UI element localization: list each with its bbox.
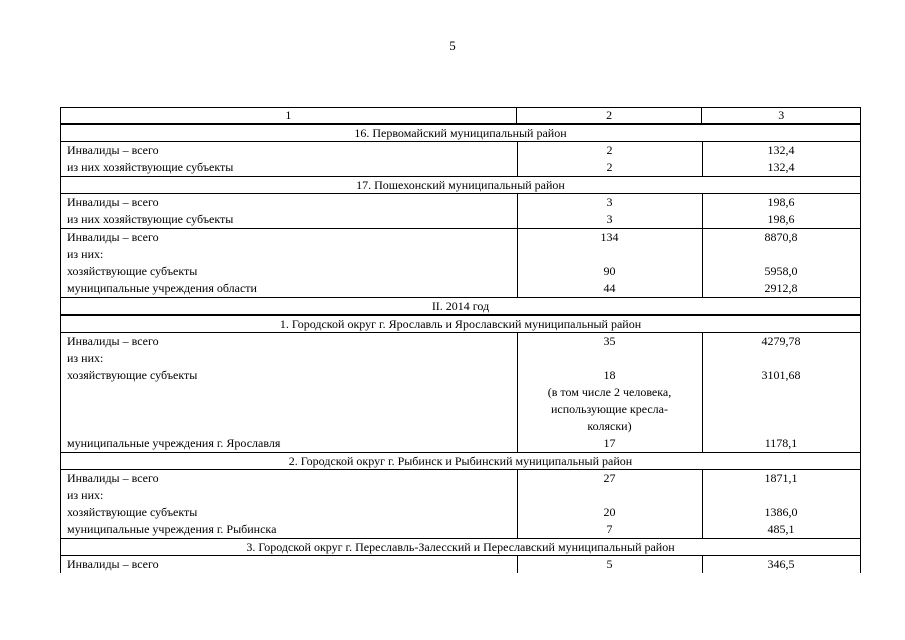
table-row xyxy=(61,350,860,367)
table-row xyxy=(61,333,860,350)
section-title: II. 2014 год xyxy=(60,297,861,315)
table-body xyxy=(60,124,861,573)
table-row xyxy=(61,470,860,487)
data-table xyxy=(60,107,861,573)
row-count: 35 xyxy=(603,334,616,348)
row-count: 5 xyxy=(606,557,613,571)
table-row xyxy=(61,556,860,573)
row-count: коляски) xyxy=(587,419,632,433)
row-amount xyxy=(702,350,860,367)
row-count: 44 xyxy=(603,281,616,295)
table-row xyxy=(61,142,860,159)
row-count: 20 xyxy=(603,505,616,519)
row-amount xyxy=(702,418,860,435)
section-rows xyxy=(60,470,861,538)
row-amount: 5958,0 xyxy=(764,264,798,278)
row-label: из них хозяйствующие субъекты xyxy=(67,160,234,174)
table-row xyxy=(61,246,860,263)
row-count: использующие кресла- xyxy=(550,402,668,416)
header-col-2: 2 xyxy=(516,108,702,123)
table-row xyxy=(61,401,860,418)
row-count: 17 xyxy=(603,436,616,450)
table-row xyxy=(61,521,860,538)
section-title: 17. Пошехонский муниципальный район xyxy=(60,176,861,194)
row-amount: 1386,0 xyxy=(764,505,798,519)
table-row xyxy=(61,418,860,435)
row-count xyxy=(517,246,702,263)
column-divider xyxy=(517,470,518,538)
row-label: из них: xyxy=(67,351,104,365)
section-rows xyxy=(60,142,861,176)
table-row xyxy=(61,280,860,297)
table-row xyxy=(61,367,860,384)
table-row xyxy=(61,263,860,280)
column-divider xyxy=(517,333,518,452)
row-amount: 2912,8 xyxy=(764,281,798,295)
row-amount: 1178,1 xyxy=(764,436,798,450)
row-amount: 485,1 xyxy=(767,522,795,536)
row-label: Инвалиды – всего xyxy=(67,471,159,485)
row-count: 90 xyxy=(603,264,616,278)
table-header xyxy=(60,107,861,124)
row-amount: 132,4 xyxy=(767,143,795,157)
row-label: Инвалиды – всего xyxy=(67,195,159,209)
row-label: муниципальные учреждения г. Ярославля xyxy=(67,436,281,450)
section-rows xyxy=(60,556,861,573)
row-amount xyxy=(702,401,860,418)
column-divider xyxy=(517,142,518,176)
header-col-3: 3 xyxy=(701,108,860,123)
row-label: муниципальные учреждения области xyxy=(67,281,257,295)
column-divider xyxy=(702,333,703,452)
section-title: 2. Городской округ г. Рыбинск и Рыбинский муниципальный район xyxy=(60,452,861,470)
column-divider xyxy=(702,194,703,228)
row-amount: 346,5 xyxy=(767,557,795,571)
section-rows xyxy=(60,333,861,452)
row-count: 3 xyxy=(606,195,613,209)
table-row xyxy=(61,487,860,504)
row-amount: 198,6 xyxy=(767,212,795,226)
row-label: Инвалиды – всего xyxy=(67,230,159,244)
row-amount xyxy=(702,246,860,263)
row-label: хозяйствующие субъекты xyxy=(67,368,198,382)
row-label: из них хозяйствующие субъекты xyxy=(67,212,234,226)
column-divider xyxy=(517,194,518,228)
table-row xyxy=(61,211,860,228)
table-row xyxy=(61,159,860,176)
column-divider xyxy=(517,229,518,297)
column-divider xyxy=(702,229,703,297)
row-count: 2 xyxy=(606,143,613,157)
column-divider xyxy=(702,470,703,538)
row-label xyxy=(61,401,517,418)
table-row xyxy=(61,384,860,401)
row-amount: 198,6 xyxy=(767,195,795,209)
row-label: муниципальные учреждения г. Рыбинска xyxy=(67,522,277,536)
section-rows xyxy=(60,228,861,297)
table-row xyxy=(61,194,860,211)
row-amount xyxy=(702,384,860,401)
row-count: 7 xyxy=(606,522,613,536)
section-rows xyxy=(60,194,861,228)
table-row xyxy=(61,229,860,246)
row-label: Инвалиды – всего xyxy=(67,557,159,571)
row-amount: 8870,8 xyxy=(764,230,798,244)
row-count: 18 xyxy=(603,368,616,382)
table-row xyxy=(61,504,860,521)
row-count xyxy=(517,350,702,367)
column-divider xyxy=(702,556,703,573)
row-count: (в том числе 2 человека, xyxy=(547,385,672,399)
row-count: 27 xyxy=(603,471,616,485)
row-label xyxy=(61,384,517,401)
section-title: 3. Городской округ г. Переславль-Залесский и Переславский муниципальный район xyxy=(60,538,861,556)
row-label xyxy=(61,418,517,435)
row-label: из них: xyxy=(67,488,104,502)
row-label: Инвалиды – всего xyxy=(67,143,159,157)
row-label: хозяйствующие субъекты xyxy=(67,264,198,278)
row-count: 2 xyxy=(606,160,613,174)
column-divider xyxy=(702,142,703,176)
table-row xyxy=(61,435,860,452)
row-amount: 132,4 xyxy=(767,160,795,174)
row-count: 134 xyxy=(600,230,619,244)
section-title: 1. Городской округ г. Ярославль и Ярославский муниципальный район xyxy=(60,315,861,333)
row-label: Инвалиды – всего xyxy=(67,334,159,348)
row-amount: 3101,68 xyxy=(761,368,801,382)
row-label: из них: xyxy=(67,247,104,261)
row-amount xyxy=(702,487,860,504)
row-amount: 1871,1 xyxy=(764,471,798,485)
column-divider xyxy=(517,556,518,573)
row-label: хозяйствующие субъекты xyxy=(67,505,198,519)
row-count: 3 xyxy=(606,212,613,226)
page-number: 5 xyxy=(449,38,456,53)
header-col-1: 1 xyxy=(285,108,292,122)
row-count xyxy=(517,487,702,504)
section-title: 16. Первомайский муниципальный район xyxy=(60,124,861,142)
row-amount: 4279,78 xyxy=(761,334,801,348)
